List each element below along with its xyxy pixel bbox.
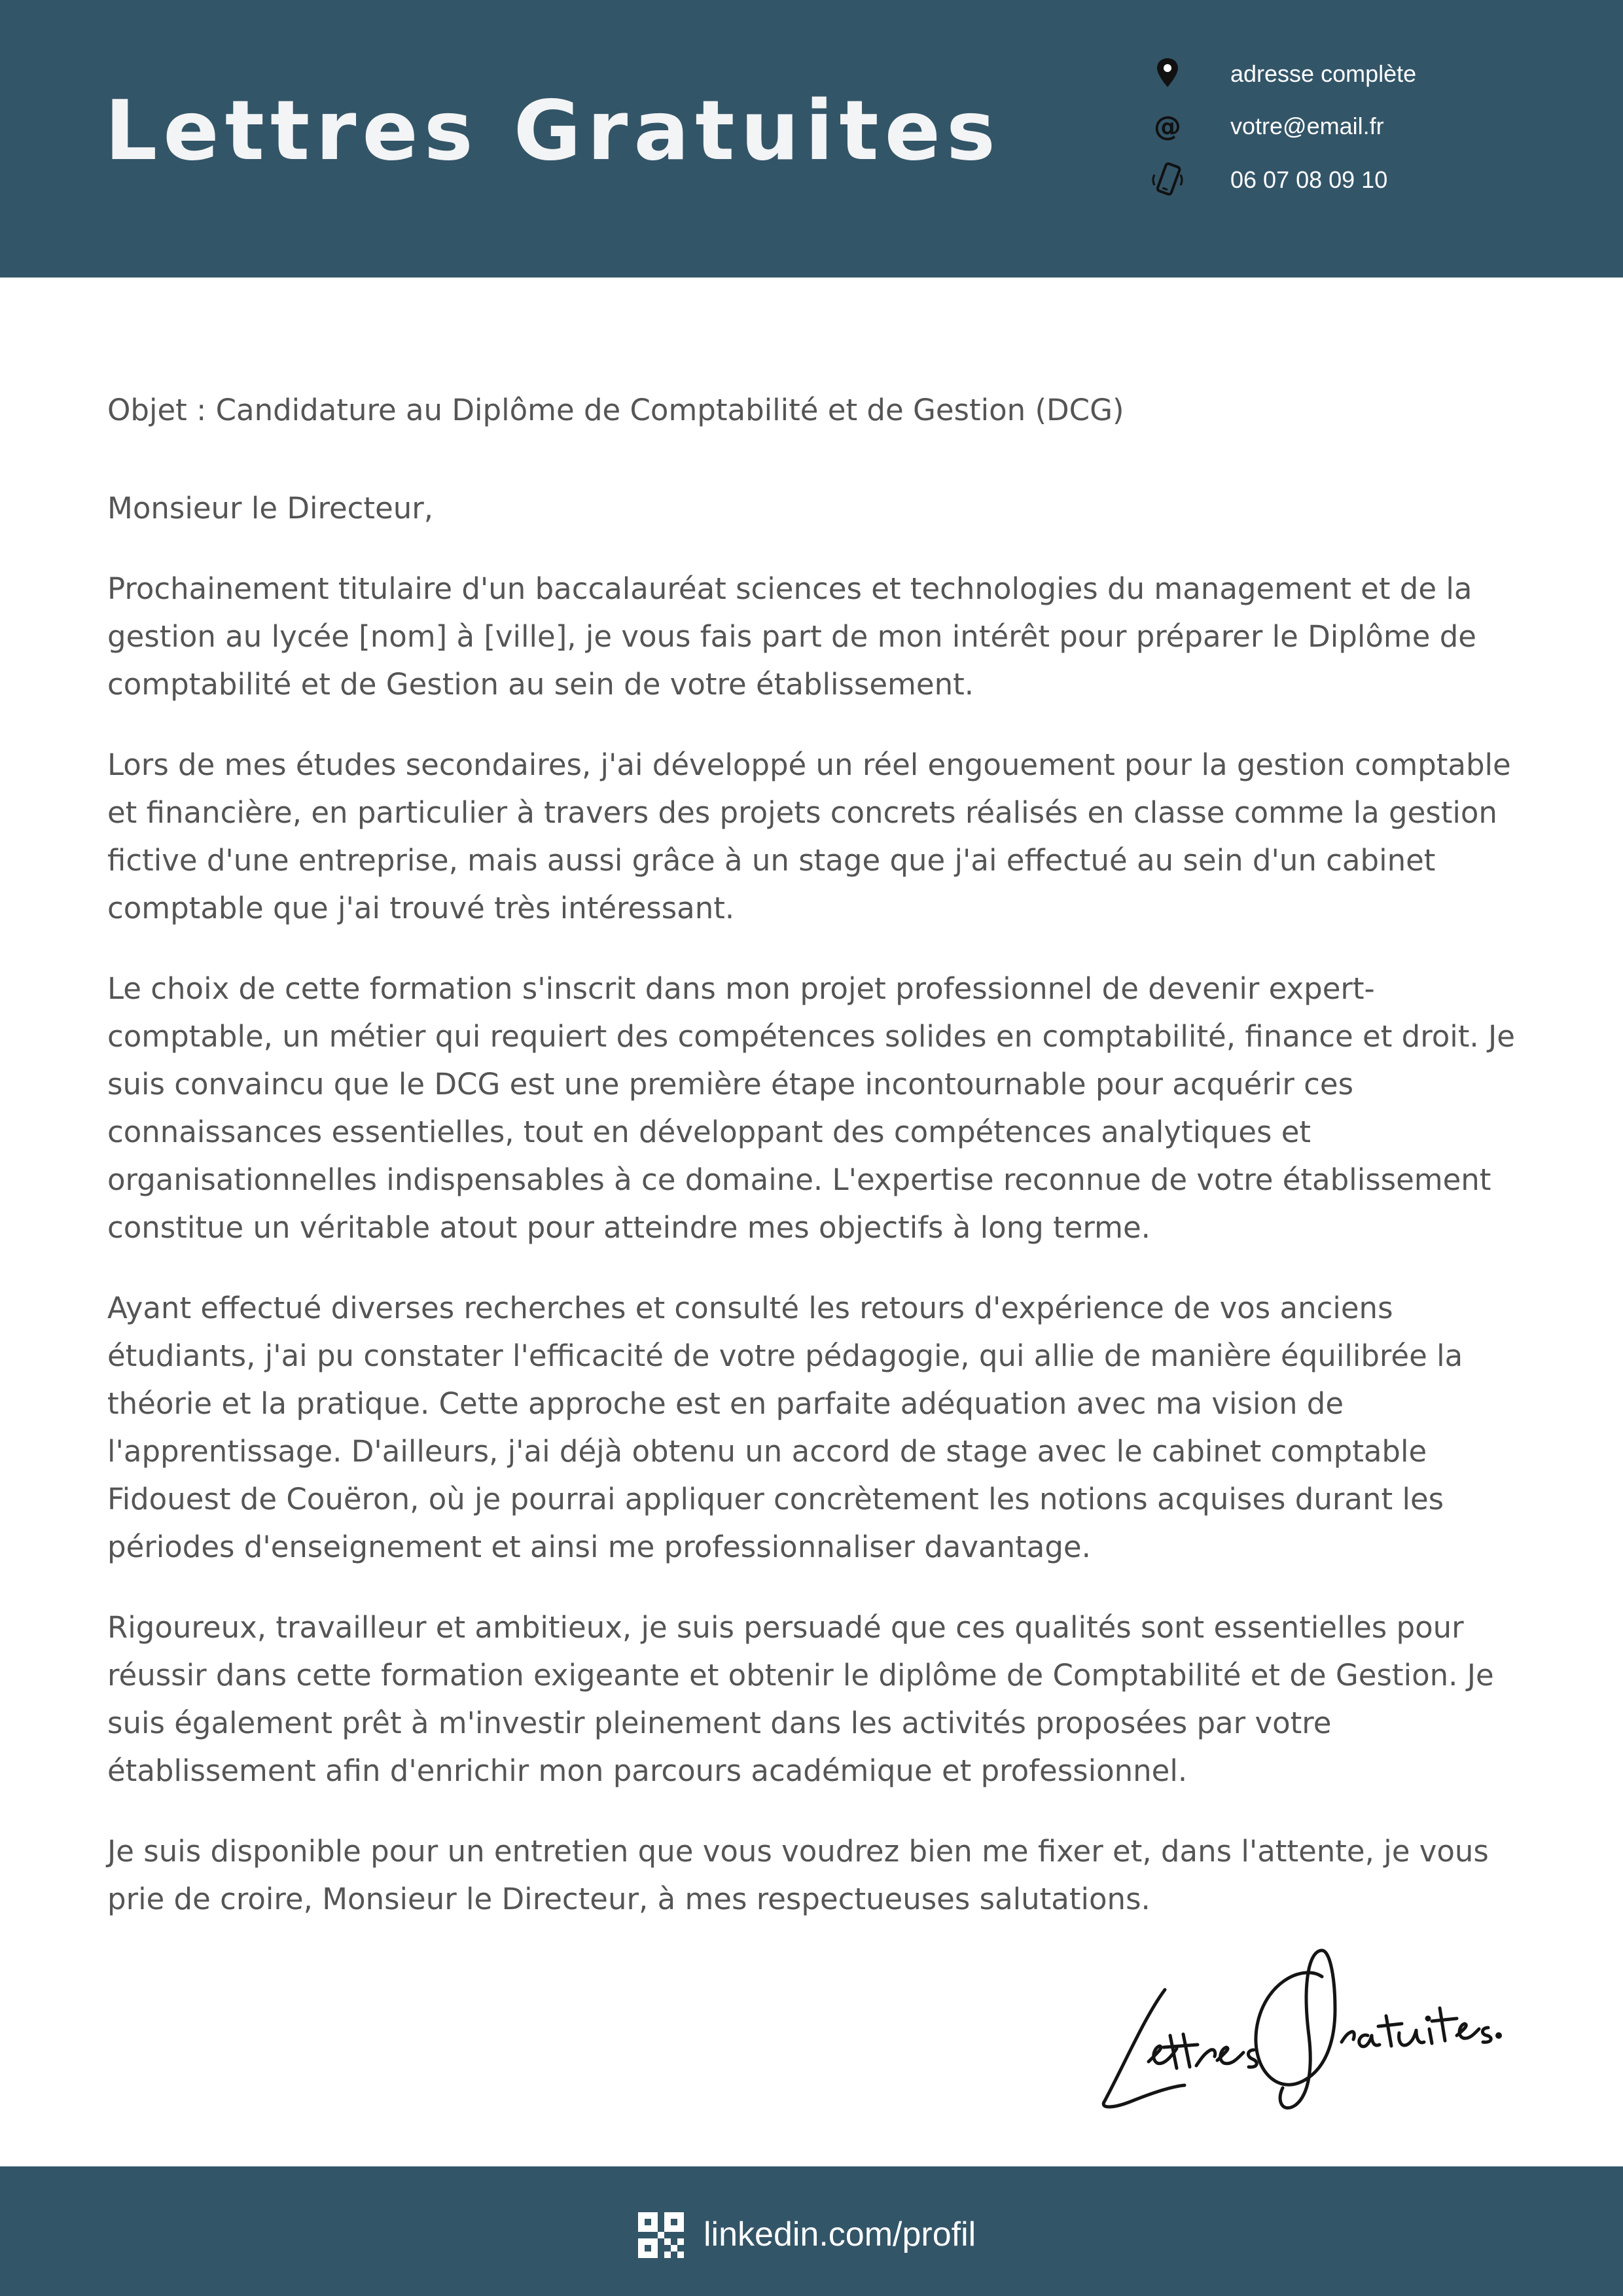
linkedin-link[interactable]: linkedin.com/profil bbox=[704, 2215, 976, 2253]
contact-address-text: adresse complète bbox=[1230, 60, 1417, 87]
letter-paragraph: Rigoureux, travailleur et ambitieux, je suis persuadé que ces qualités sont essentielles pour réussir dans cette formation exigeante et obtenir le diplôme de Comptabilité et de Gestion. Je suis également prêt à m'investir pleinement dans les activités proposées par votre établissement afin d'enrichir mon parcours académique et professionnel. bbox=[107, 1610, 1494, 1788]
location-pin-icon bbox=[1147, 54, 1188, 94]
contact-email-text: votre@email.fr bbox=[1230, 113, 1384, 139]
contact-address bbox=[1147, 54, 1578, 94]
letter-salutation: Monsieur le Directeur, bbox=[107, 491, 434, 526]
qr-code-icon bbox=[638, 2212, 684, 2258]
letter-paragraph: Prochainement titulaire d'un baccalauréat sciences et technologies du management et de la gestion au lycée [nom] à [ville], je vous fais part de mon intérêt pour préparer le Diplôme de comptabilité et de Gestion au sein de votre établissement. bbox=[107, 571, 1476, 702]
contact-phone bbox=[1147, 160, 1578, 200]
letter-paragraph: Ayant effectué diverses recherches et consulté les retours d'expérience de vos anciens étudiants, j'ai pu constater l'efficacité de votre pédagogie, qui allie de manière équilibrée la théorie et la pratique. Cette approche est en parfaite adéquation avec ma vision de l'apprentissage. D'ailleurs, j'ai déjà obtenu un accord de stage avec le cabinet comptable Fidouest de Couëron, où je pourrai appliquer concrètement les notions acquises durant les périodes d'enseignement et ainsi me professionnaliser davantage. bbox=[107, 1291, 1463, 1564]
letter-paragraph: Lors de mes études secondaires, j'ai développé un réel engouement pour la gestion comptable et financière, en particulier à travers des projets concrets réalisés en classe comme la gestion fictive d'une entreprise, mais aussi grâce à un stage que j'ai effectué au sein d'un cabinet comptable que j'ai trouvé très intéressant. bbox=[107, 747, 1511, 925]
at-sign-icon bbox=[1147, 107, 1188, 146]
footer-band bbox=[0, 2166, 1623, 2296]
letter-subject: Objet : Candidature au Diplôme de Comptabilité et de Gestion (DCG) bbox=[107, 393, 1124, 427]
brand-title: Lettres Gratuites bbox=[105, 82, 1002, 179]
svg-text:@: @ bbox=[1154, 110, 1181, 142]
letter-paragraph: Je suis disponible pour un entretien que vous voudrez bien me fixer et, dans l'attente, je vous prie de croire, Monsieur le Directeur, à mes respectueuses salutations. bbox=[107, 1834, 1489, 1916]
contact-phone-text: 06 07 08 09 10 bbox=[1230, 166, 1388, 193]
letter-paragraph: Le choix de cette formation s'inscrit dans mon projet professionnel de devenir expert-comptable, un métier qui requiert des compétences solides en comptabilité, finance et droit. Je suis convaincu que le DCG est une première étape incontournable pour acquérir ces connaissances essentielles, tout en développant des compétences analytiques et organisationnelles indispensables à ce domaine. L'expertise reconnue de votre établissement constitue un véritable atout pour atteindre mes objectifs à long terme. bbox=[107, 971, 1515, 1245]
handwritten-signature bbox=[1086, 1937, 1505, 2121]
phone-icon bbox=[1147, 160, 1188, 200]
letter-body bbox=[107, 386, 1521, 1956]
header-band bbox=[0, 0, 1623, 278]
contact-email bbox=[1147, 107, 1578, 146]
